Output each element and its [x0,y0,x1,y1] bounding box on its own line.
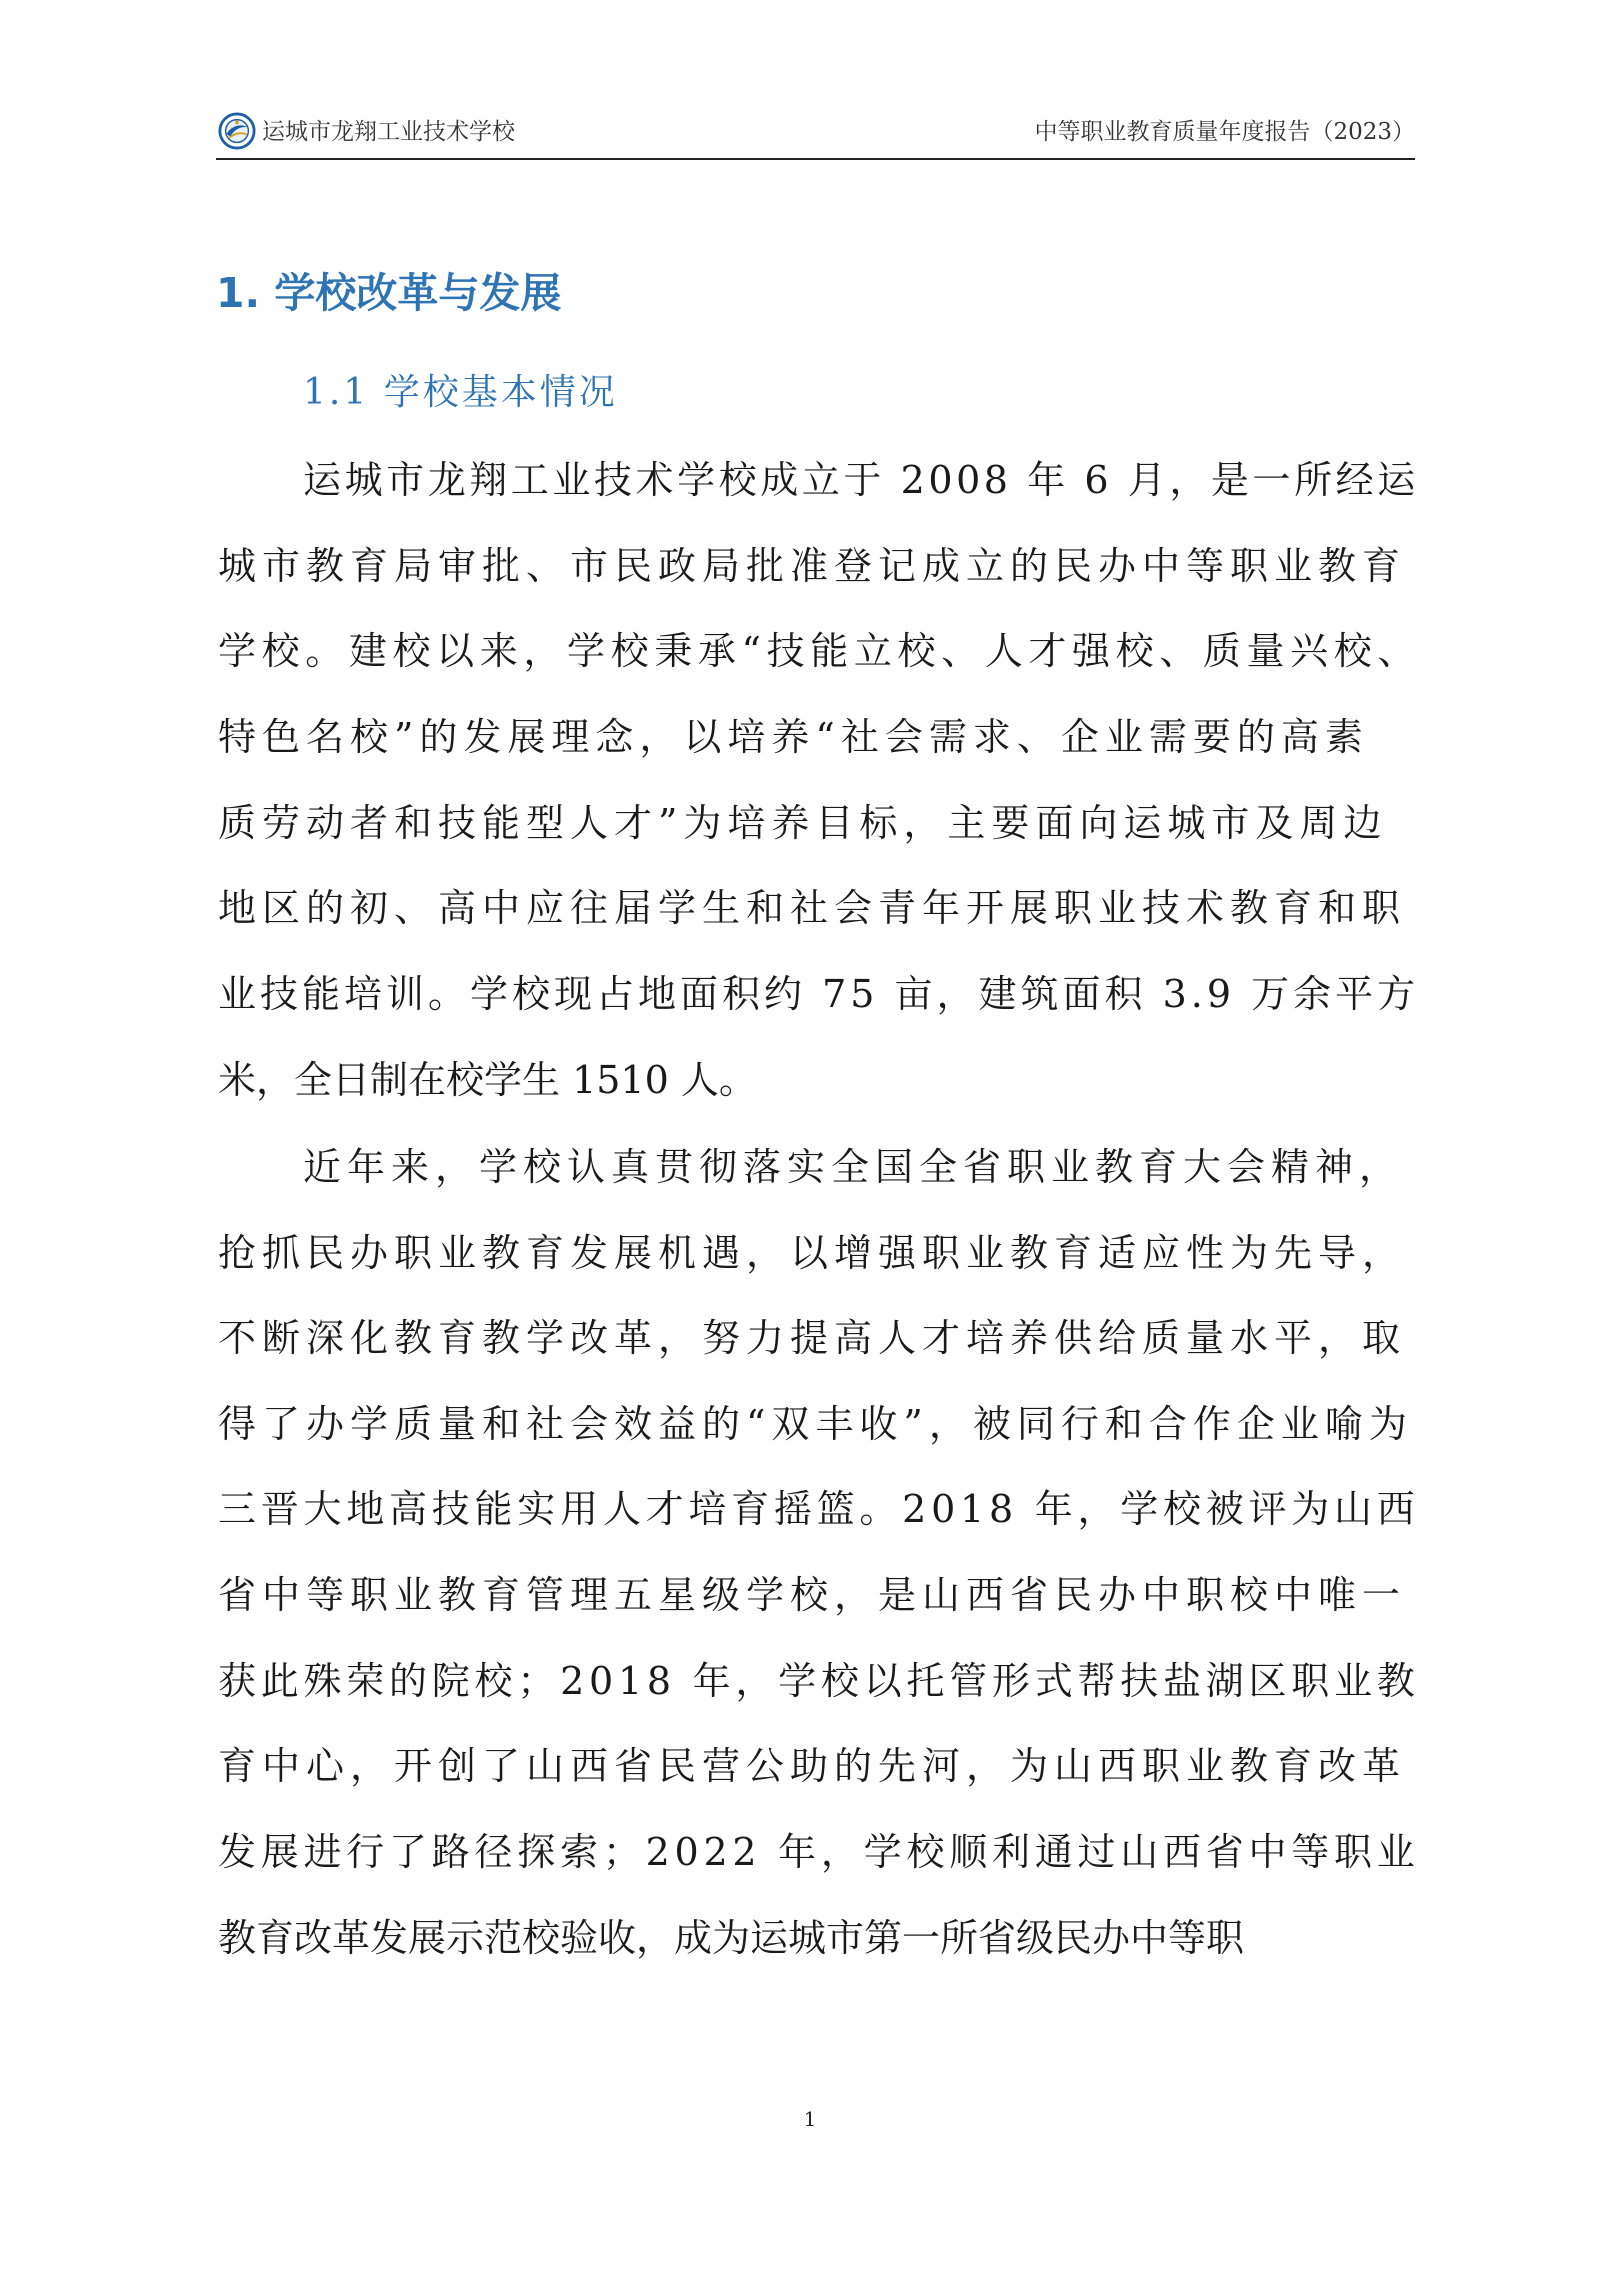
body-text-line: 学校。建校以来，学校秉承“技能立校、人才强校、质量兴校、 [218,629,1422,673]
body-text-line: 教育改革发展示范校验收，成为运城市第一所省级民办中等职 [218,1916,1245,1960]
school-emblem-icon [218,112,256,150]
section-heading: 1. 学校改革与发展 [216,269,562,317]
body-text-line: 获此殊荣的院校；2018 年，学校以托管形式帮扶盐湖区职业教 [218,1659,1420,1703]
body-text-line: 省中等职业教育管理五星级学校，是山西省民办中职校中唯一 [218,1573,1407,1617]
body-text-line: 质劳动者和技能型人才”为培养目标，主要面向运城市及周边 [218,801,1388,845]
body-text-line: 米，全日制在校学生 1510 人。 [218,1058,757,1102]
page-header [216,108,1415,160]
body-text-line: 近年来，学校认真贯彻落实全国全省职业教育大会精神， [303,1145,1404,1189]
body-text-line: 运城市龙翔工业技术学校成立于 2008 年 6 月，是一所经运 [303,458,1419,502]
body-text-line: 育中心，开创了山西省民营公助的先河，为山西职业教育改革 [218,1744,1407,1788]
body-text-line: 特色名校”的发展理念，以培养“社会需求、企业需要的高素 [218,715,1369,759]
body-text-line: 得了办学质量和社会效益的“双丰收”，被同行和合作企业喻为 [218,1402,1413,1446]
page-number: 1 [803,2107,817,2131]
body-text-line: 城市教育局审批、市民政局批准登记成立的民办中等职业教育 [218,544,1407,588]
report-title: 中等职业教育质量年度报告（2023） [1034,119,1415,145]
body-text-line: 三晋大地高技能实用人才培育摇篮。2018 年，学校被评为山西 [218,1487,1420,1531]
body-text-line: 地区的初、高中应往届学生和社会青年开展职业技术教育和职 [218,886,1407,930]
body-text-line: 发展进行了路径探索；2022 年，学校顺利通过山西省中等职业 [218,1830,1420,1874]
body-text-line: 抢抓民办职业教育发展机遇，以增强职业教育适应性为先导， [218,1231,1407,1275]
subsection-heading: 1.1 学校基本情况 [303,372,618,413]
body-text-line: 业技能培训。学校现占地面积约 75 亩，建筑面积 3.9 万余平方 [218,972,1420,1016]
body-text-line: 不断深化教育教学改革，努力提高人才培养供给质量水平，取 [218,1316,1407,1360]
school-name: 运城市龙翔工业技术学校 [262,119,515,145]
